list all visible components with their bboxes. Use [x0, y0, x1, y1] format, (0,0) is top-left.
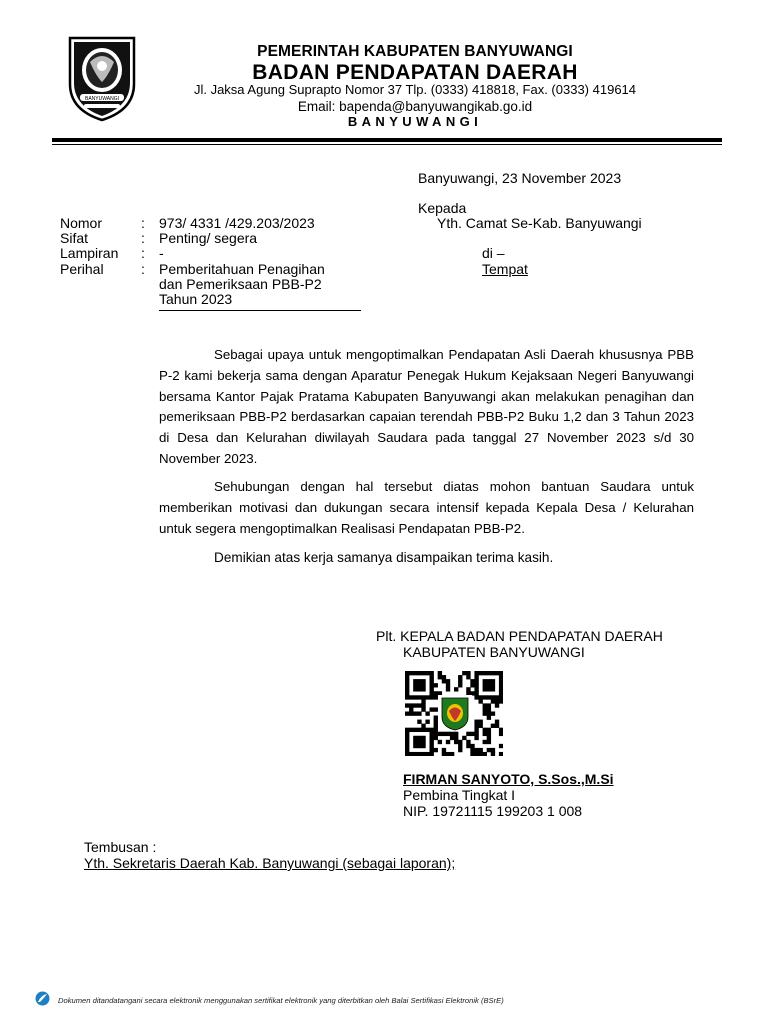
meta-colon: : — [141, 215, 145, 231]
signatory-office: KABUPATEN BANYUWANGI — [403, 644, 585, 660]
meta-label-sifat: Sifat — [60, 230, 89, 246]
meta-colon: : — [141, 230, 145, 246]
addressee-kepada: Kepada — [418, 200, 467, 216]
addressee-di: di – — [482, 245, 505, 261]
signatory-title: Plt. KEPALA BADAN PENDAPATAN DAERAH — [376, 628, 663, 644]
letterhead-agency: BADAN PENDAPATAN DAERAH — [252, 61, 578, 84]
meta-value-perihal-line2: dan Pemeriksaan PBB-P2 — [159, 276, 322, 292]
regency-emblem-icon — [66, 32, 138, 122]
tembusan-label: Tembusan : — [84, 839, 157, 855]
footer-esign-note: Dokumen ditandatangani secara elektronik menggunakan sertifikat elektronik yang diterbitkan oleh Balai Sertifikasi Elektronik (BSrE) — [58, 996, 504, 1005]
letterhead-email: Email: bapenda@banyuwangikab.go.id — [297, 99, 533, 114]
bsre-feather-icon — [35, 991, 50, 1006]
body-closing: Demikian atas kerja samanya disampaikan terima kasih. — [214, 550, 554, 565]
addressee-recipient: Yth. Camat Se-Kab. Banyuwangi — [437, 215, 642, 231]
perihal-underline — [159, 310, 361, 311]
letter-date: Banyuwangi, 23 November 2023 — [418, 170, 622, 186]
meta-label-nomor: Nomor — [60, 215, 103, 231]
letterhead-address: Jl. Jaksa Agung Suprapto Nomor 37 Tlp. (0333) 418818, Fax. (0333) 419614 — [193, 82, 637, 97]
letterhead-government: PEMERINTAH KABUPATEN BANYUWANGI — [257, 43, 573, 60]
letterhead-rule-thin — [52, 144, 722, 145]
meta-value-perihal: Pemberitahuan Penagihan — [159, 261, 325, 277]
signatory-nip: NIP. 19721115 199203 1 008 — [403, 803, 583, 819]
meta-label-lampiran: Lampiran — [60, 245, 119, 261]
qr-code-icon — [405, 671, 503, 756]
meta-value-sifat: Penting/ segera — [159, 230, 258, 246]
meta-value-nomor: 973/ 4331 /429.203/2023 — [159, 215, 315, 231]
body-paragraph-1: Sebagai upaya untuk mengoptimalkan Pendapatan Asli Daerah khususnya PBB P-2 kami bekerja sama dengan Aparatur Penegak Hukum Kejaksaan Negeri Banyuwangi bersama Kantor Pajak Pratama Kabupaten Banyuwangi akan melakukan penagihan dan pemeriksaan PBB-P2 berdasarkan capaian terendah PBB-P2 Buku 1,2 dan 3 Tahun 2023 di Desa dan Kelurahan diwilayah Saudara pada tanggal 27 November 2023 s/d 30 November 2023. — [159, 347, 694, 466]
meta-label-perihal: Perihal — [60, 261, 104, 277]
meta-value-perihal-line3: Tahun 2023 — [159, 291, 233, 307]
meta-colon: : — [141, 261, 145, 277]
letterhead-city: BANYUWANGI — [347, 114, 483, 129]
tembusan-item: Yth. Sekretaris Daerah Kab. Banyuwangi (sebagai laporan); — [84, 855, 456, 871]
body-paragraph-2: Sehubungan dengan hal tersebut diatas mohon bantuan Saudara untuk memberikan motivasi dan dukungan secara intensif kepada Kepala Desa / Kelurahan untuk segera mengoptimalkan Realisasi Pendapatan PBB-P2. — [159, 479, 694, 536]
meta-value-lampiran: - — [159, 245, 164, 261]
addressee-place: Tempat — [482, 261, 528, 277]
meta-colon: : — [141, 245, 145, 261]
svg-text:BANYUWANGI: BANYUWANGI — [85, 96, 119, 102]
letterhead-rule-thick — [52, 138, 722, 142]
signatory-name: FIRMAN SANYOTO, S.Sos.,M.Si — [403, 771, 614, 787]
signatory-rank: Pembina Tingkat I — [403, 787, 516, 803]
